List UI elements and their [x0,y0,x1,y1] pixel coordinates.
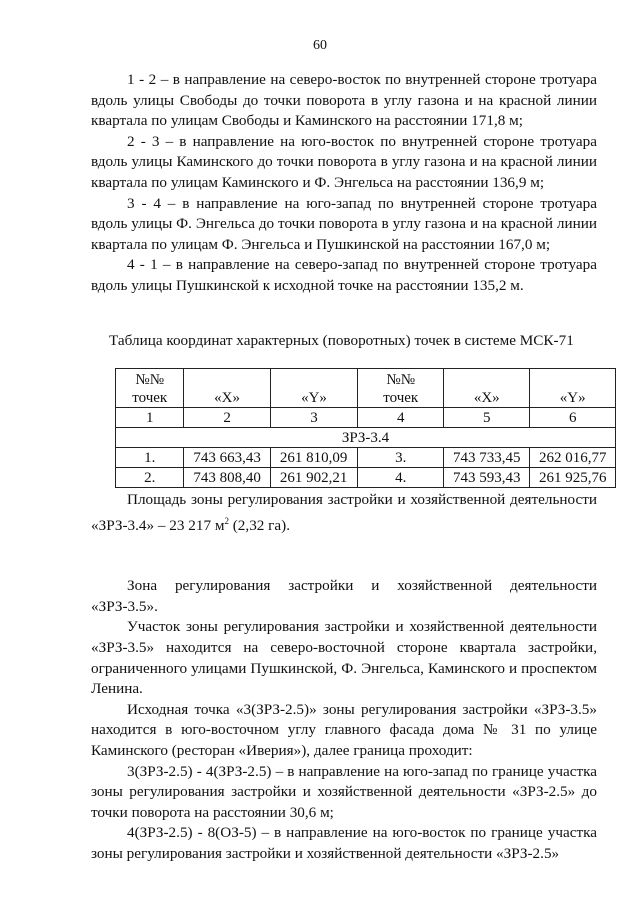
table-cell: 3 [270,408,358,428]
table-cell: 5 [444,408,530,428]
paragraph: 3 - 4 – в направление на юго-запад по внутренней стороне тротуара вдоль улицы Ф. Энгельса до точки поворота в углу газона и на красной линии квартала по улицам Ф. Энгельса и Пушкинской на расстоянии 167,0 м; [91,194,597,253]
zone-label: ЗРЗ-3.4 [116,428,616,448]
table-cell: 261 925,76 [530,468,616,488]
table-header-row [116,369,616,408]
header-cell: «X» [184,369,270,408]
zone-heading: Зона регулирования застройки и хозяйственной деятельности «ЗРЗ-3.5». [91,577,597,615]
table-cell: 262 016,77 [530,448,616,468]
table-caption: Таблица координат характерных (поворотных) точек в системе МСК-71 [109,332,574,349]
header-cell: №№ точек [116,369,184,408]
paragraph: 3(ЗРЗ-2.5) - 4(ЗРЗ-2.5) – в направление на юго-запад по границе участка зоны регулирования застройки и хозяйственной деятельности «ЗРЗ-2.5» до точки поворота на расстоянии 30,6 м; [91,762,597,821]
table-cell: 2 [184,408,270,428]
paragraph: 2 - 3 – в направление на юго-восток по внутренней стороне тротуара вдоль улицы Каминского до точки поворота в углу газона и на красной линии квартала по улицам Каминского и Ф. Энгельса на расстоянии 136,9 м; [91,132,597,191]
paragraph: 4 - 1 – в направление на северо-запад по внутренней стороне тротуара вдоль улицы Пушкинской к исходной точке на расстоянии 135,2 м. [91,256,597,294]
coordinates-table [115,368,616,488]
table-cell: 3. [358,448,444,468]
zone-description-bottom [91,490,597,865]
table-row [116,448,616,468]
table-cell: 261 810,09 [270,448,358,468]
header-cell: №№ точек [358,369,444,408]
table-cell: 743 808,40 [184,468,270,488]
table-cell: 1 [116,408,184,428]
table-row [116,468,616,488]
header-cell: «Y» [270,369,358,408]
table-cell: 743 733,45 [444,448,530,468]
table-cell: 743 593,43 [444,468,530,488]
area-paragraph: Площадь зоны регулирования застройки и хозяйственной деятельности «ЗРЗ-3.4» – 23 217 $м^2$ (2,32 га). [91,491,597,534]
table-cell: 4 [358,408,444,428]
route-description-top [91,70,597,297]
paragraph: Участок зоны регулирования застройки и хозяйственной деятельности «ЗРЗ-3.5» находится на северо-восточной стороне квартала застройки, ограниченного улицами Пушкинской, Ф. Энгельса, Каминского и проспектом Ленина. [91,618,597,698]
table-cell: 1. [116,448,184,468]
page-number: 60 [313,38,327,53]
paragraph: Исходная точка «3(ЗРЗ-2.5)» зоны регулирования застройки «ЗРЗ-3.5» находится в юго-восточном углу главного фасада дома № 31 по улице Каминского (ресторан «Иверия»), далее граница проходит: [91,700,597,759]
header-cell: «X» [444,369,530,408]
table-cell: 6 [530,408,616,428]
table-cell: 2. [116,468,184,488]
paragraph: 4(ЗРЗ-2.5) - 8(ОЗ-5) – в направление на юго-восток по границе участка зоны регулирования застройки и хозяйственной деятельности «ЗРЗ-2.5» [91,824,597,862]
column-number-row [116,408,616,428]
paragraph: 1 - 2 – в направление на северо-восток по внутренней стороне тротуара вдоль улицы Свободы до точки поворота в углу газона и на красной линии квартала по улицам Свободы и Каминского на расстоянии 171,8 м; [91,71,597,130]
table-cell: 261 902,21 [270,468,358,488]
table-cell: 4. [358,468,444,488]
zone-row [116,428,616,448]
header-cell: «Y» [530,369,616,408]
table-cell: 743 663,43 [184,448,270,468]
